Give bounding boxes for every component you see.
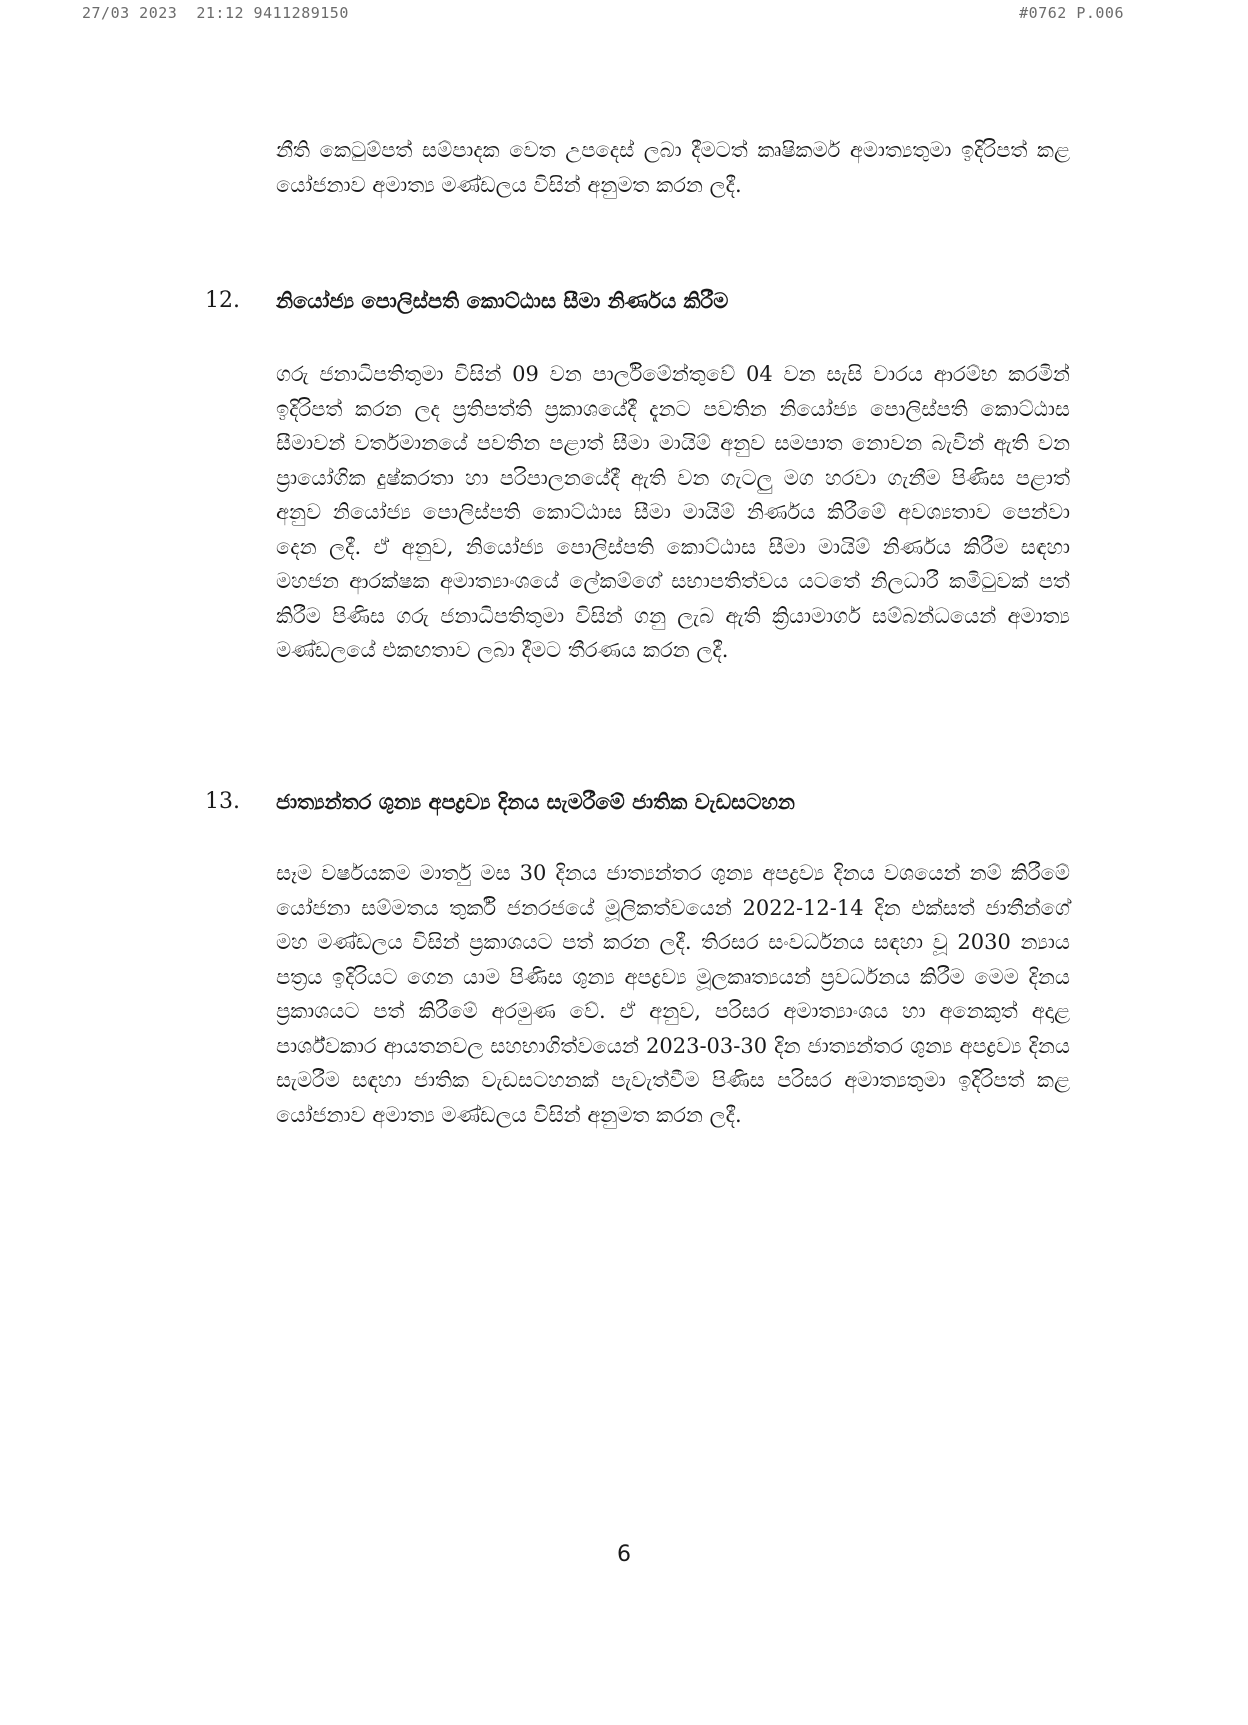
section-number-12: 12.: [205, 288, 240, 313]
section-body-13: සෑම වර්ෂයකම මාර්තු මස 30 දිනය ජාත්‍යන්තර ශුන්‍ය අපද්‍රව්‍ය දිනය වශයෙන් නම් කිරීමේ යෝජනා සම්මතය තුර්කි ජනරජයේ මූලිකත්වයෙන් 2022-12-14 දින එක්සත් ජාතීන්ගේ මහ මණ්ඩලය විසින් ප්‍රකාශයට පත් කරන ලදී. තිරසර සංවර්ධනය සඳහා වූ 2030 න්‍යාය පත්‍රය ඉදිරියට ගෙන යාම පිණිස ශුන්‍ය අපද්‍රව්‍ය මූලකෘත්‍යයන් ප්‍රවර්ධනය කිරීම මෙම දිනය ප්‍රකාශයට පත් කිරීමේ අරමුණ වේ. ඒ අනුව, පරිසර අමාත්‍යාංශය හා අනෙකුත් අදාළ පාර්ශ්වකාර ආයතනවල සහභාගිත්වයෙන් 2023-03-30 දින ජාත්‍යන්තර ශුන්‍ය අපද්‍රව්‍ය දිනය සැමරීම සඳහා ජාතික වැඩසටහනක් පැවැත්වීම පිණිස පරිසර අමාත්‍යතුමා ඉදිරිපත් කළ යෝජනාව අමාත්‍ය මණ්ඩලය විසින් අනුමත කරන ලදී.: [276, 861, 1070, 1127]
fax-header-right: #0762 P.006: [1019, 4, 1124, 22]
section-title-13: ජාත්‍යන්තර ශුන්‍ය අපද්‍රව්‍ය දිනය සැමරීමේ ජාතික වැඩසටහන: [276, 789, 795, 814]
page-number: 6: [617, 1542, 631, 1567]
fax-header: [0, 4, 1248, 28]
intro-paragraph: නීති කෙටුම්පත් සම්පාදක වෙත උපදෙස් ලබා දීමටත් කෘෂිකර්ම අමාත්‍යතුමා ඉදිරිපත් කළ යෝජනාව අමාත්‍ය මණ්ඩලය විසින් අනුමත කරන ලදී.: [276, 138, 1070, 197]
fax-header-left: 27/03 2023 21:12 9411289150: [82, 4, 349, 22]
section-number-13: 13.: [205, 789, 240, 814]
section-title-12: නියෝජ්‍ය පොලිස්පති කොට්ඨාස සීමා නිර්ණය කිරීම: [276, 288, 729, 313]
section-body-12: ගරු ජනාධිපතිතුමා විසින් 09 වන පාර්ලිමේන්තුවේ 04 වන සැසි වාරය ආරම්භ කරමින් ඉදිරිපත් කරන ලද ප්‍රතිපත්ති ප්‍රකාශයේදී දැනට පවතින නියෝජ්‍ය පොලිස්පති කොට්ඨාස සීමාවන් වර්තමානයේ පවතින පළාත් සීමා මායිම් අනුව සමපාත නොවන බැවින් ඇති වන ප්‍රායෝගික දුෂ්කරතා හා පරිපාලනයේදී ඇති වන ගැටලු මග හරවා ගැනීම පිණිස පළාත් අනුව නියෝජ්‍ය පොලිස්පති කොට්ඨාස සීමා මායිම් නිර්ණය කිරීමේ අවශ්‍යතාව පෙන්වා දෙන ලදී. ඒ අනුව, නියෝජ්‍ය පොලිස්පති කොට්ඨාස සීමා මායිම් නිර්ණය කිරීම සඳහා මහජන ආරක්ෂක අමාත්‍යාංශයේ ලේකම්ගේ සභාපතිත්වය යටතේ නිලධාරී කමිටුවක් පත් කිරීම පිණිස ගරු ජනාධිපතිතුමා විසින් ගනු ලැබ ඇති ක්‍රියාමාර්ග සම්බන්ධයෙන් අමාත්‍ය මණ්ඩලයේ එකඟතාව ලබා දීමට තීරණය කරන ලදී.: [276, 362, 1070, 662]
